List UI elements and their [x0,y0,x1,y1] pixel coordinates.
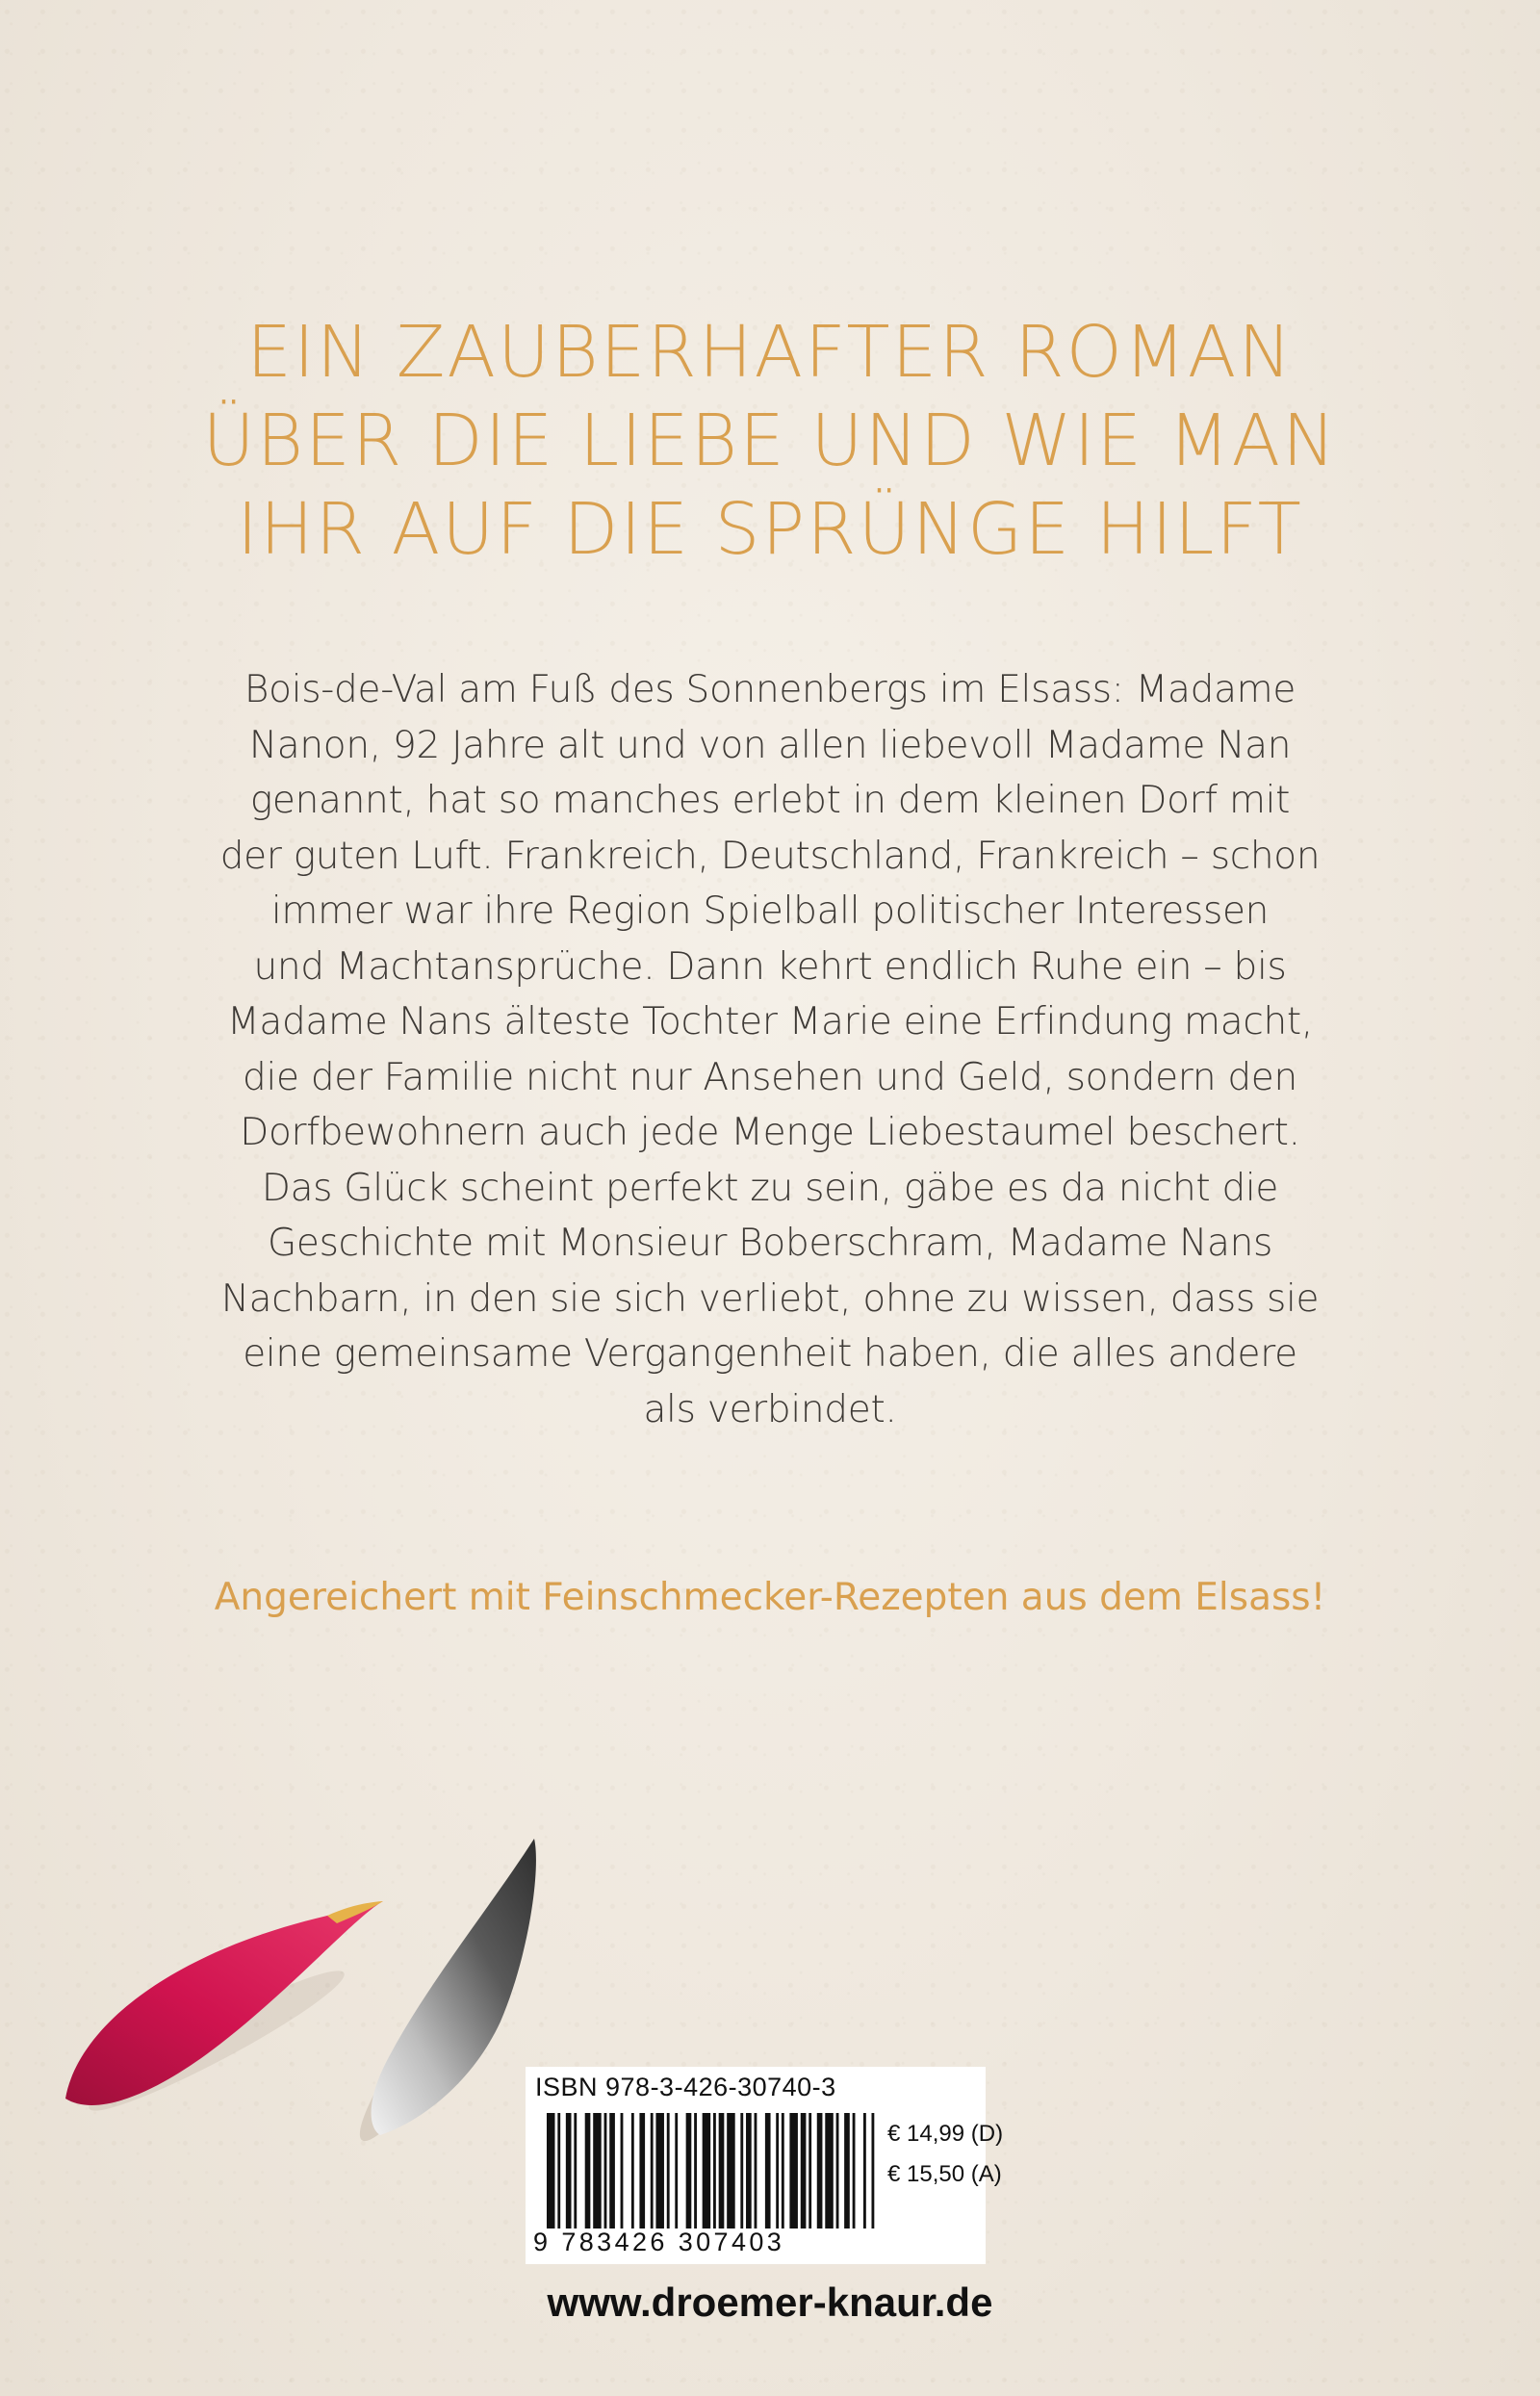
barcode-bar [593,2113,602,2229]
blurb-line: Geschichte mit Monsieur Boberschram, Madame Nans [267,1222,1273,1265]
barcode-bar [755,2113,757,2229]
barcode-bar [808,2113,811,2229]
publisher-url[interactable]: www.droemer-knaur.de [547,2280,993,2325]
barcode-bar [621,2113,624,2229]
headline-line: IHR AUF DIE SPRÜNGE HILFT [237,488,1303,571]
blurb-line: Madame Nans älteste Tochter Marie eine Erfindung macht, [227,1000,1313,1043]
barcode-bar [836,2113,839,2229]
barcode-bar [776,2113,779,2229]
barcode-bar [694,2113,697,2229]
barcode-bar [585,2113,591,2229]
barcode-bar [727,2113,735,2229]
blurb-line: Bois-de-Val am Fuß des Sonnenbergs im Elsass: Madame [244,668,1296,711]
barcode-bar [631,2113,634,2229]
barcode-bar [557,2113,560,2229]
blurb-line: immer war ihre Region Spielball politischer Interessen [270,889,1270,933]
barcode-bar [604,2113,607,2229]
barcode-bar [801,2113,807,2229]
blurb-line: und Machtansprüche. Dann kehrt endlich Ruhe ein – bis [253,944,1287,989]
barcode-digits: 9 783426 307403 [533,2228,785,2256]
blurb-line: Das Glück scheint perfekt zu sein, gäbe es da nicht die [261,1166,1279,1210]
blurb-line: eine gemeinsame Vergangenheit haben, die alles andere [243,1332,1297,1376]
barcode-bar [639,2113,645,2229]
barcode-box [526,2067,1004,2264]
petals-illustration [48,1810,587,2156]
barcode-bar [566,2113,572,2229]
price-austria: € 15,50 (A) [887,2161,1002,2187]
barcode-bar [609,2113,615,2229]
barcode-bar [782,2113,784,2229]
barcode [547,2113,880,2229]
barcode-bar [651,2113,654,2229]
barcode-bar [825,2113,834,2229]
headline-line: EIN ZAUBERHAFTER ROMAN [246,311,1294,394]
blurb-line: Dorfbewohnern auch jede Menge Liebestaumel beschert. [240,1111,1300,1154]
barcode-bar [703,2113,711,2229]
isbn-label: ISBN 978-3-426-30740-3 [535,2073,836,2101]
blurb-line: der guten Luft. Frankreich, Deutschland, Frankreich – schon [219,834,1321,878]
blurb-line: als verbindet. [643,1387,897,1431]
barcode-bar [817,2113,823,2229]
barcode-bar [789,2113,798,2229]
tagline: Angereichert mit Feinschmecker-Rezepten aus dem Elsass! [214,1576,1326,1619]
barcode-bar [547,2113,555,2229]
blurb-line: die der Familie nicht nur Ansehen und Geld, sondern den [243,1055,1297,1099]
headline [192,308,1348,574]
barcode-bar [574,2113,577,2229]
blurb-line: genannt, hat so manches erlebt in dem kleinen Dorf mit [249,779,1291,822]
barcode-bar [740,2113,743,2229]
barcode-bar [719,2113,725,2229]
barcode-bar [713,2113,716,2229]
barcode-bar [853,2113,856,2229]
barcode-bar [765,2113,771,2229]
blurb-text [168,662,1372,1437]
barcode-bar [655,2113,664,2229]
blurb-line: Nanon, 92 Jahre alt und von allen liebevoll Madame Nan [248,723,1292,767]
barcode-bar [863,2113,866,2229]
barcode-bar [667,2113,670,2229]
headline-line: ÜBER DIE LIEBE UND WIE MAN [202,399,1338,482]
blurb-line: Nachbarn, in den sie sich verliebt, ohne zu wissen, dass sie [220,1276,1320,1321]
barcode-bar [686,2113,692,2229]
red-petal [65,1901,383,2105]
grey-petal [372,1839,536,2135]
barcode-bar [746,2113,752,2229]
barcode-bar [871,2113,874,2229]
price-germany: € 14,99 (D) [887,2121,1004,2147]
barcode-bar [844,2113,850,2229]
barcode-bar [675,2113,678,2229]
